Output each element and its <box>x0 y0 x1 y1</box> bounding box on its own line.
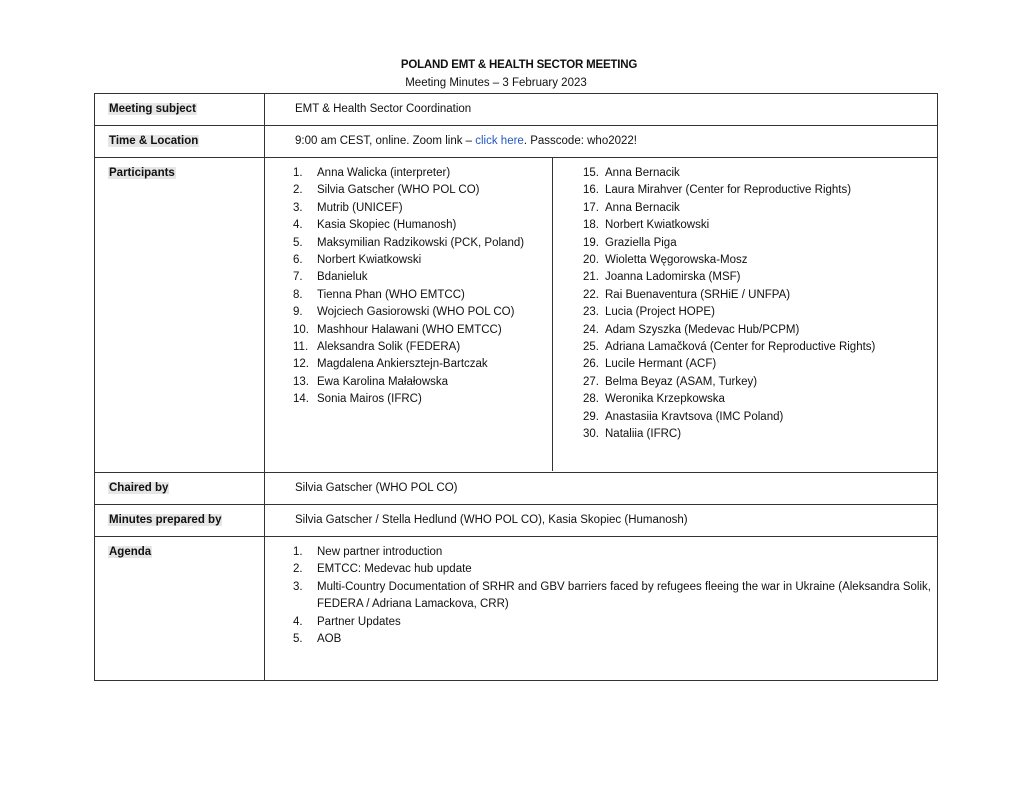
list-number: 6. <box>293 254 303 267</box>
participant-name: Bdanieluk <box>317 271 368 284</box>
row-agenda <box>95 537 938 681</box>
list-number: 20. <box>583 254 599 267</box>
list-number: 2. <box>293 184 303 197</box>
participant-name: Anastasiia Kravtsova (IMC Poland) <box>605 410 784 423</box>
participant-item <box>583 304 937 321</box>
list-number: 4. <box>293 615 303 628</box>
participant-item <box>583 409 937 426</box>
label-cell <box>95 505 265 537</box>
list-number: 13. <box>293 375 309 388</box>
list-number: 3. <box>293 201 303 214</box>
participant-item <box>293 182 552 199</box>
participant-name: Laura Mirahver (Center for Reproductive Rights) <box>605 184 852 197</box>
participant-item <box>583 426 937 443</box>
list-number: 5. <box>293 633 303 646</box>
minutes-table <box>94 93 938 681</box>
participant-name: Weronika Krzepkowska <box>605 393 725 406</box>
participant-item <box>583 287 937 304</box>
label-cell <box>95 158 265 473</box>
list-number: 18. <box>583 219 599 232</box>
participant-name: Wioletta Węgorowska-Mosz <box>605 254 748 267</box>
participant-item <box>583 200 937 217</box>
agenda-label: Agenda <box>109 546 152 558</box>
list-number: 2. <box>293 563 303 576</box>
participant-name: Anna Walicka (interpreter) <box>317 167 451 179</box>
agenda-item <box>293 579 937 614</box>
participant-item <box>583 322 937 339</box>
participant-name: Graziella Piga <box>605 236 677 249</box>
zoom-link[interactable]: click here <box>475 135 524 147</box>
label-cell <box>95 94 265 126</box>
label-cell <box>95 473 265 505</box>
list-number: 9. <box>293 306 303 319</box>
label-cell <box>95 537 265 681</box>
row-chaired-by <box>95 473 938 505</box>
agenda-item-text: Partner Updates <box>317 615 401 628</box>
participant-name: Silvia Gatscher (WHO POL CO) <box>317 184 480 197</box>
participant-name: Nataliia (IFRC) <box>605 428 682 441</box>
participant-name: Tienna Phan (WHO EMTCC) <box>317 288 465 301</box>
list-number: 5. <box>293 236 303 249</box>
time-location-label: Time & Location <box>109 135 199 147</box>
participant-item <box>583 182 937 199</box>
meeting-subject-value: EMT & Health Sector Coordination <box>265 94 938 126</box>
meeting-subject-label: Meeting subject <box>109 103 196 115</box>
participant-name: Anna Bernacik <box>605 167 680 179</box>
list-number: 10. <box>293 323 309 336</box>
participant-item <box>293 235 552 252</box>
list-number: 19. <box>583 236 599 249</box>
participants-column-left <box>265 158 553 471</box>
participant-name: Mutrib (UNICEF) <box>317 201 403 214</box>
participant-name: Rai Buenaventura (SRHiE / UNFPA) <box>605 288 791 301</box>
list-number: 17. <box>583 201 599 214</box>
participant-item <box>583 252 937 269</box>
label-cell <box>95 126 265 158</box>
participant-item <box>583 269 937 286</box>
list-number: 3. <box>293 580 303 593</box>
list-number: 12. <box>293 358 309 371</box>
list-number: 23. <box>583 306 599 319</box>
participant-name: Lucile Hermant (ACF) <box>605 358 717 371</box>
participant-item <box>583 374 937 391</box>
participant-item <box>583 165 937 182</box>
list-number: 26. <box>583 358 599 371</box>
list-number: 21. <box>583 271 599 284</box>
participant-name: Ewa Karolina Małałowska <box>317 375 449 388</box>
participant-item <box>583 235 937 252</box>
list-number: 22. <box>583 288 599 301</box>
participant-name: Maksymilian Radzikowski (PCK, Poland) <box>317 236 525 249</box>
participants-list-right <box>583 165 937 444</box>
participant-name: Aleksandra Solik (FEDERA) <box>317 341 461 354</box>
participant-name: Anna Bernacik <box>605 201 680 214</box>
list-number: 8. <box>293 288 303 301</box>
participant-name: Adriana Lamačková (Center for Reproductive Rights) <box>605 341 876 354</box>
participant-item <box>293 339 552 356</box>
participant-name: Belma Beyaz (ASAM, Turkey) <box>605 375 758 388</box>
participant-name: Norbert Kwiatkowski <box>317 254 422 267</box>
document-subtitle: Meeting Minutes – 3 February 2023 <box>405 77 587 89</box>
row-participants <box>95 158 938 473</box>
list-number: 1. <box>293 167 303 179</box>
participant-name: Magdalena Ankiersztejn-Bartczak <box>317 358 488 371</box>
list-number: 24. <box>583 323 599 336</box>
participant-name: Joanna Ladomirska (MSF) <box>605 271 741 284</box>
list-number: 25. <box>583 341 599 354</box>
participant-item <box>293 287 552 304</box>
list-number: 11. <box>293 341 309 354</box>
participants-label: Participants <box>109 167 175 179</box>
time-location-value <box>265 126 938 158</box>
chaired-by-label: Chaired by <box>109 482 169 494</box>
row-time-location <box>95 126 938 158</box>
participants-list-left <box>293 165 552 409</box>
participant-item <box>583 356 937 373</box>
participant-item <box>293 217 552 234</box>
participant-item <box>293 356 552 373</box>
participant-item <box>293 374 552 391</box>
participant-item <box>293 200 552 217</box>
list-number: 4. <box>293 219 303 232</box>
agenda-item-text: AOB <box>317 633 342 646</box>
list-number: 1. <box>293 546 303 558</box>
list-number: 30. <box>583 428 599 441</box>
participant-name: Sonia Mairos (IFRC) <box>317 393 422 406</box>
agenda-item-text: Multi-Country Documentation of SRHR and GBV barriers faced by refugees fleeing the war in Ukraine (Aleksandra Solik, FEDERA / Adriana Lamackova, CRR) <box>317 580 931 611</box>
participants-column-right <box>553 158 937 471</box>
row-meeting-subject <box>95 94 938 126</box>
list-number: 27. <box>583 375 599 388</box>
list-number: 14. <box>293 393 309 406</box>
participant-item <box>293 322 552 339</box>
participant-name: Adam Szyszka (Medevac Hub/PCPM) <box>605 323 800 336</box>
agenda-item <box>293 561 937 578</box>
list-number: 28. <box>583 393 599 406</box>
participant-name: Wojciech Gasiorowski (WHO POL CO) <box>317 306 515 319</box>
participant-item <box>293 252 552 269</box>
participant-item <box>583 217 937 234</box>
participants-value <box>265 158 938 473</box>
participant-name: Norbert Kwiatkowski <box>605 219 710 232</box>
participant-item <box>293 304 552 321</box>
agenda-list <box>293 544 937 648</box>
participant-name: Kasia Skopiec (Humanosh) <box>317 219 457 232</box>
minutes-prepared-by-value: Silvia Gatscher / Stella Hedlund (WHO POL CO), Kasia Skopiec (Humanosh) <box>265 505 938 537</box>
chaired-by-value: Silvia Gatscher (WHO POL CO) <box>265 473 938 505</box>
participant-item <box>293 269 552 286</box>
participant-item <box>293 391 552 408</box>
agenda-item-text: EMTCC: Medevac hub update <box>317 563 472 576</box>
minutes-prepared-by-label: Minutes prepared by <box>109 514 222 526</box>
row-minutes-prepared-by <box>95 505 938 537</box>
participant-name: Mashhour Halawani (WHO EMTCC) <box>317 323 502 336</box>
document-title: POLAND EMT & HEALTH SECTOR MEETING <box>400 59 638 71</box>
participant-item <box>583 339 937 356</box>
list-number: 15. <box>583 167 599 179</box>
agenda-item <box>293 614 937 631</box>
agenda-item <box>293 631 937 648</box>
participant-item <box>583 391 937 408</box>
agenda-item <box>293 544 937 561</box>
time-location-suffix: . Passcode: who2022! <box>523 135 637 147</box>
list-number: 16. <box>583 184 599 197</box>
agenda-value <box>265 537 938 681</box>
time-location-prefix: 9:00 am CEST, online. Zoom link – <box>295 135 476 147</box>
participant-name: Lucia (Project HOPE) <box>605 306 715 319</box>
list-number: 7. <box>293 271 303 284</box>
participant-item <box>293 165 552 182</box>
list-number: 29. <box>583 410 599 423</box>
agenda-item-text: New partner introduction <box>317 546 443 558</box>
